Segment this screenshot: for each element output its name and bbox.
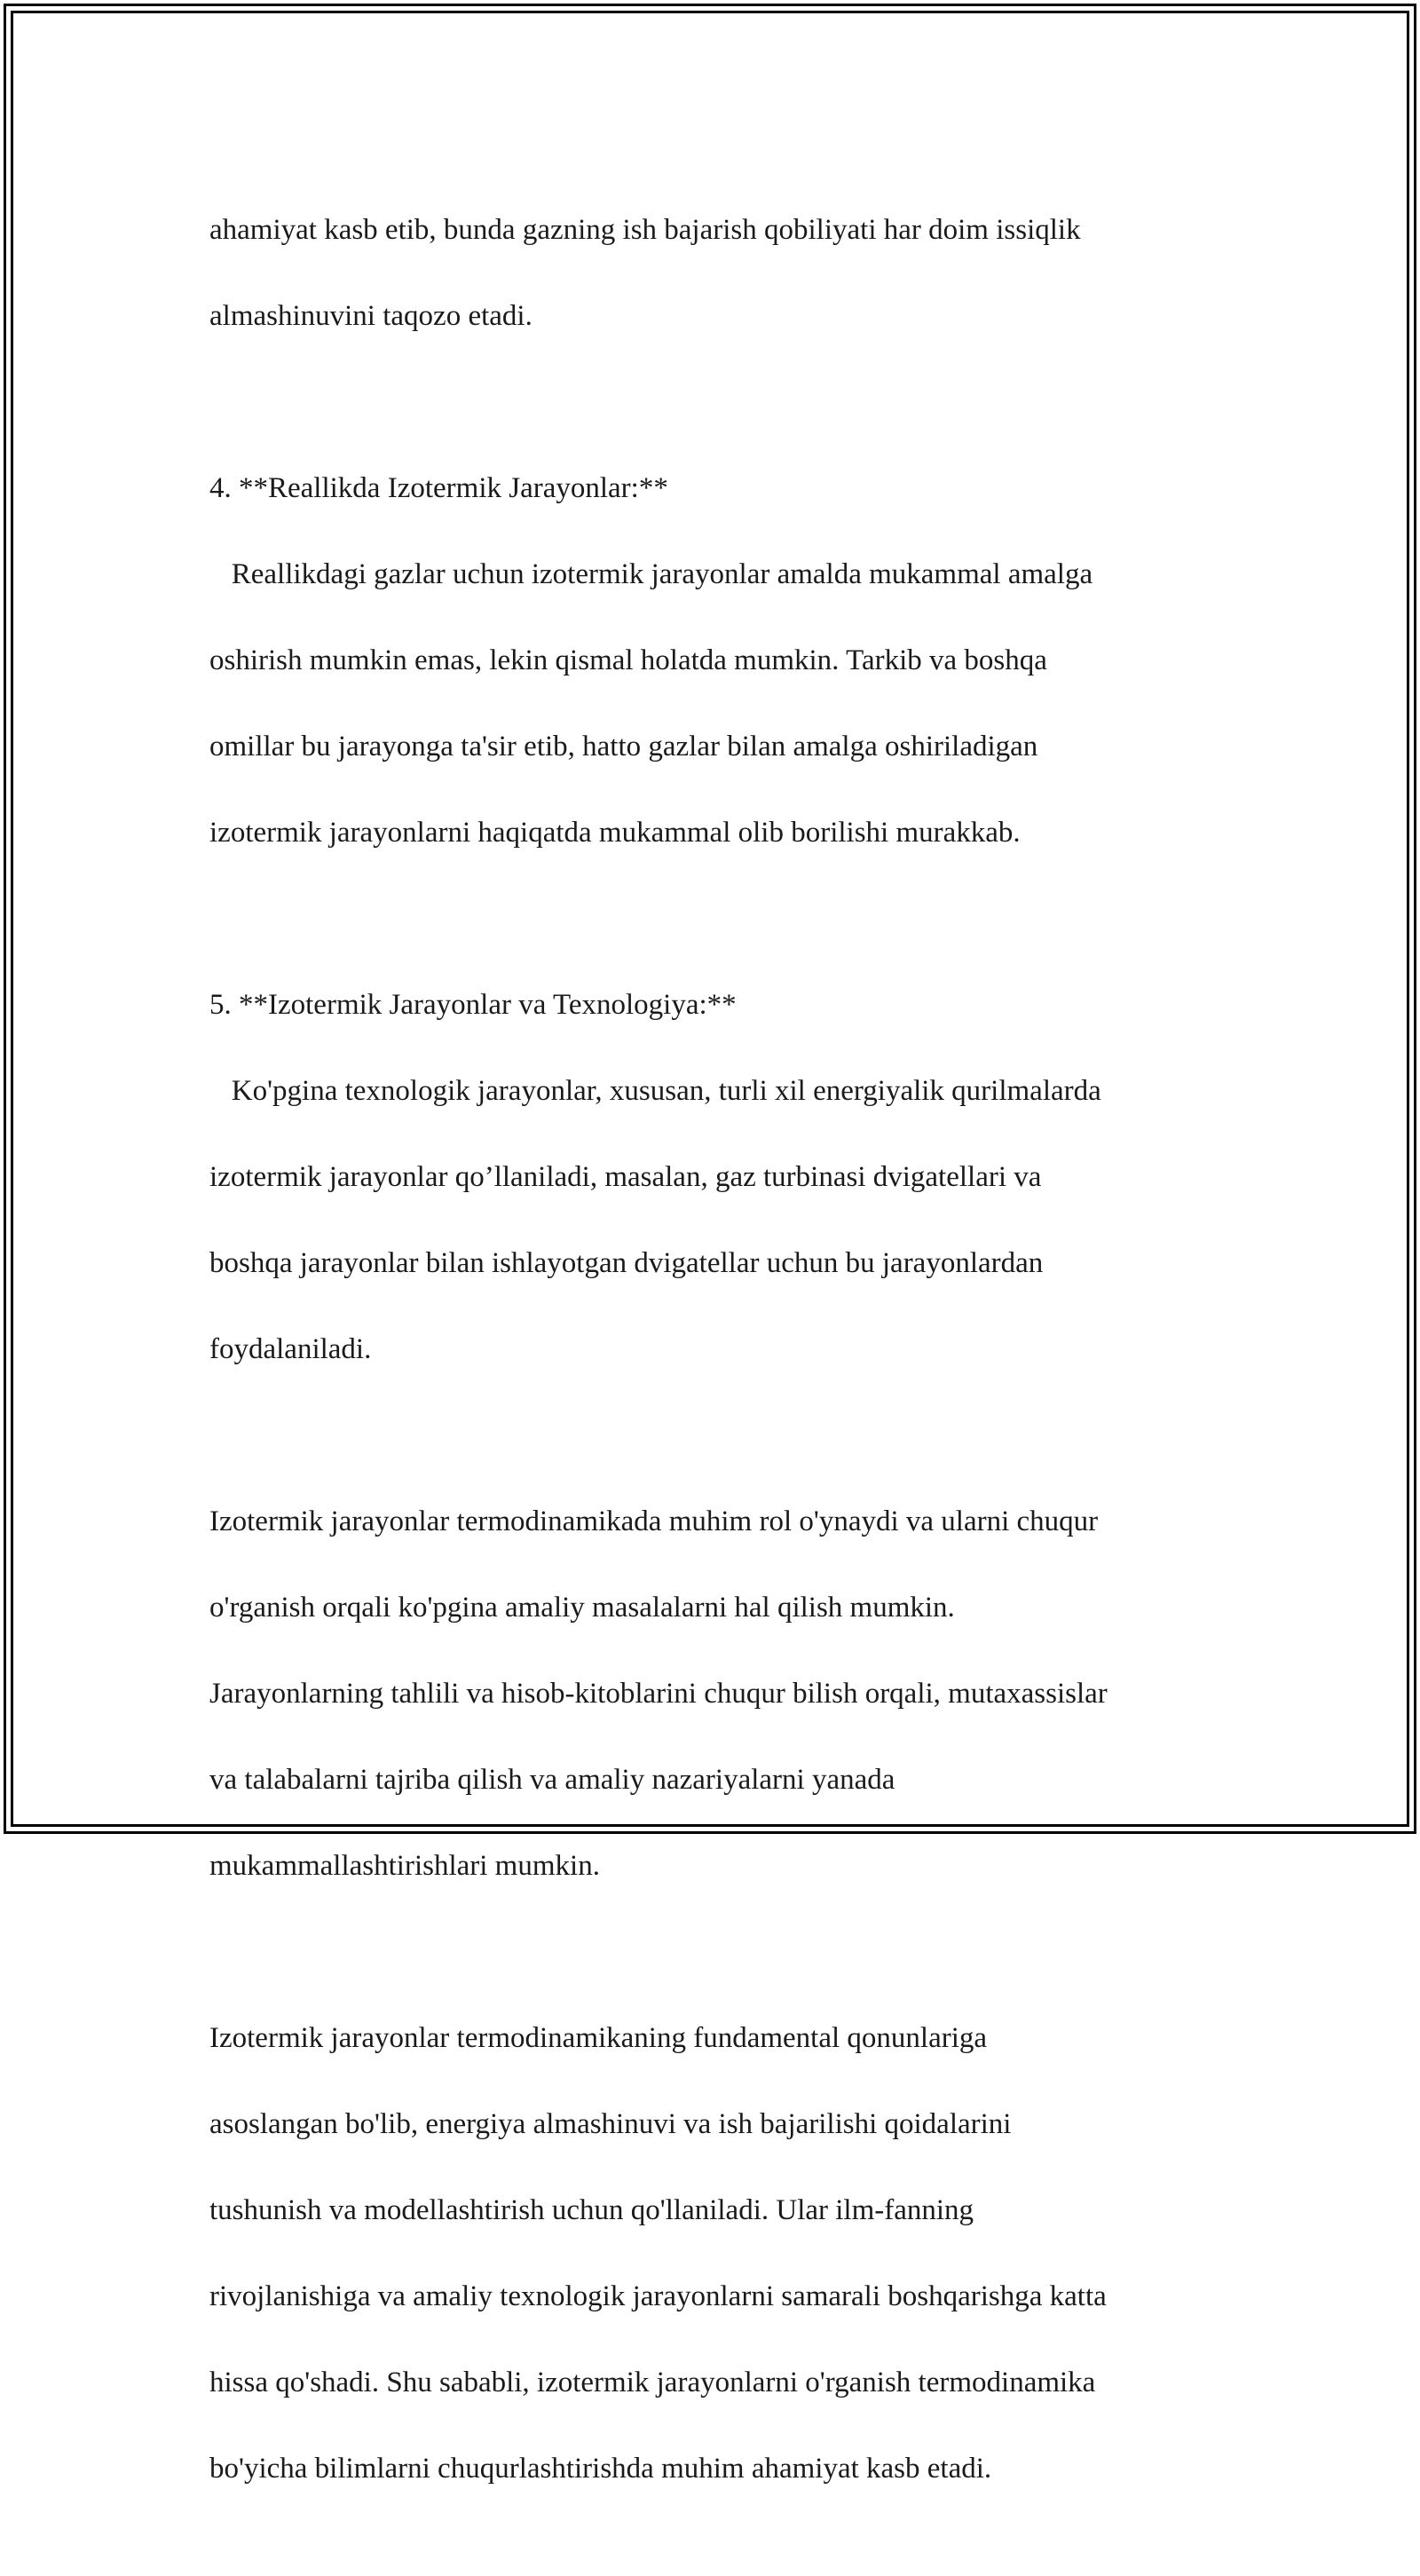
text-line: asoslangan bo'lib, energiya almashinuvi va ish bajarilishi qoidalarini bbox=[209, 2107, 1012, 2140]
item-heading: 4. **Reallikda Izotermik Jarayonlar:** bbox=[209, 471, 668, 504]
text-line: ahamiyat kasb etib, bunda gazning ish bajarish qobiliyati har doim issiqlik bbox=[209, 213, 1081, 246]
text-line: tushunish va modellashtirish uchun qo'llaniladi. Ular ilm-fanning bbox=[209, 2193, 974, 2226]
text-line: omillar bu jarayonga ta'sir etib, hatto gazlar bilan amalga oshiriladigan bbox=[209, 730, 1038, 763]
paragraph-continuation bbox=[209, 165, 1221, 381]
text-line: Izotermik jarayonlar termodinamikada muhim rol o'ynaydi va ularni chuqur bbox=[209, 1505, 1099, 1537]
item-heading: 5. **Izotermik Jarayonlar va Texnologiya:** bbox=[209, 988, 737, 1021]
text-line: bo'yicha bilimlarni chuqurlashtirishda muhim ahamiyat kasb etadi. bbox=[209, 2452, 992, 2485]
text-line: rivojlanishiga va amaliy texnologik jarayonlarni samarali boshqarishga katta bbox=[209, 2280, 1107, 2312]
text-line: Jarayonlarning tahlili va hisob-kitoblarini chuqur bilish orqali, mutaxassislar bbox=[209, 1677, 1108, 1710]
text-line: o'rganish orqali ko'pgina amaliy masalalarni hal qilish mumkin. bbox=[209, 1591, 955, 1624]
paragraph-item-5 bbox=[209, 940, 1221, 1414]
text-line: oshirish mumkin emas, lekin qismal holatda mumkin. Tarkib va boshqa bbox=[209, 644, 1047, 676]
paragraph-summary-1 bbox=[209, 1457, 1221, 1931]
text-line: foydalaniladi. bbox=[209, 1332, 372, 1365]
text-line: va talabalarni tajriba qilish va amaliy nazariyalarni yanada bbox=[209, 1763, 895, 1796]
text-line: Izotermik jarayonlar termodinamikaning fundamental qonunlariga bbox=[209, 2021, 988, 2054]
text-line: izotermik jarayonlar qo’llaniladi, masalan, gaz turbinasi dvigatellari va bbox=[209, 1160, 1042, 1193]
text-line: mukammallashtirishlari mumkin. bbox=[209, 1849, 600, 1882]
text-line: Ko'pgina texnologik jarayonlar, xususan, turli xil energiyalik qurilmalarda bbox=[209, 1074, 1101, 1107]
paragraph-item-4 bbox=[209, 423, 1221, 897]
text-line: izotermik jarayonlarni haqiqatda mukammal olib borilishi murakkab. bbox=[209, 816, 1021, 849]
text-line: almashinuvini taqozo etadi. bbox=[209, 299, 532, 332]
text-line: Reallikdagi gazlar uchun izotermik jarayonlar amalda mukammal amalga bbox=[209, 557, 1093, 590]
document-body bbox=[209, 165, 1221, 2576]
paragraph-summary-2 bbox=[209, 1973, 1221, 2533]
text-line: boshqa jarayonlar bilan ishlayotgan dvigatellar uchun bu jarayonlardan bbox=[209, 1246, 1044, 1279]
text-line: hissa qo'shadi. Shu sababli, izotermik jarayonlarni o'rganish termodinamika bbox=[209, 2366, 1096, 2398]
